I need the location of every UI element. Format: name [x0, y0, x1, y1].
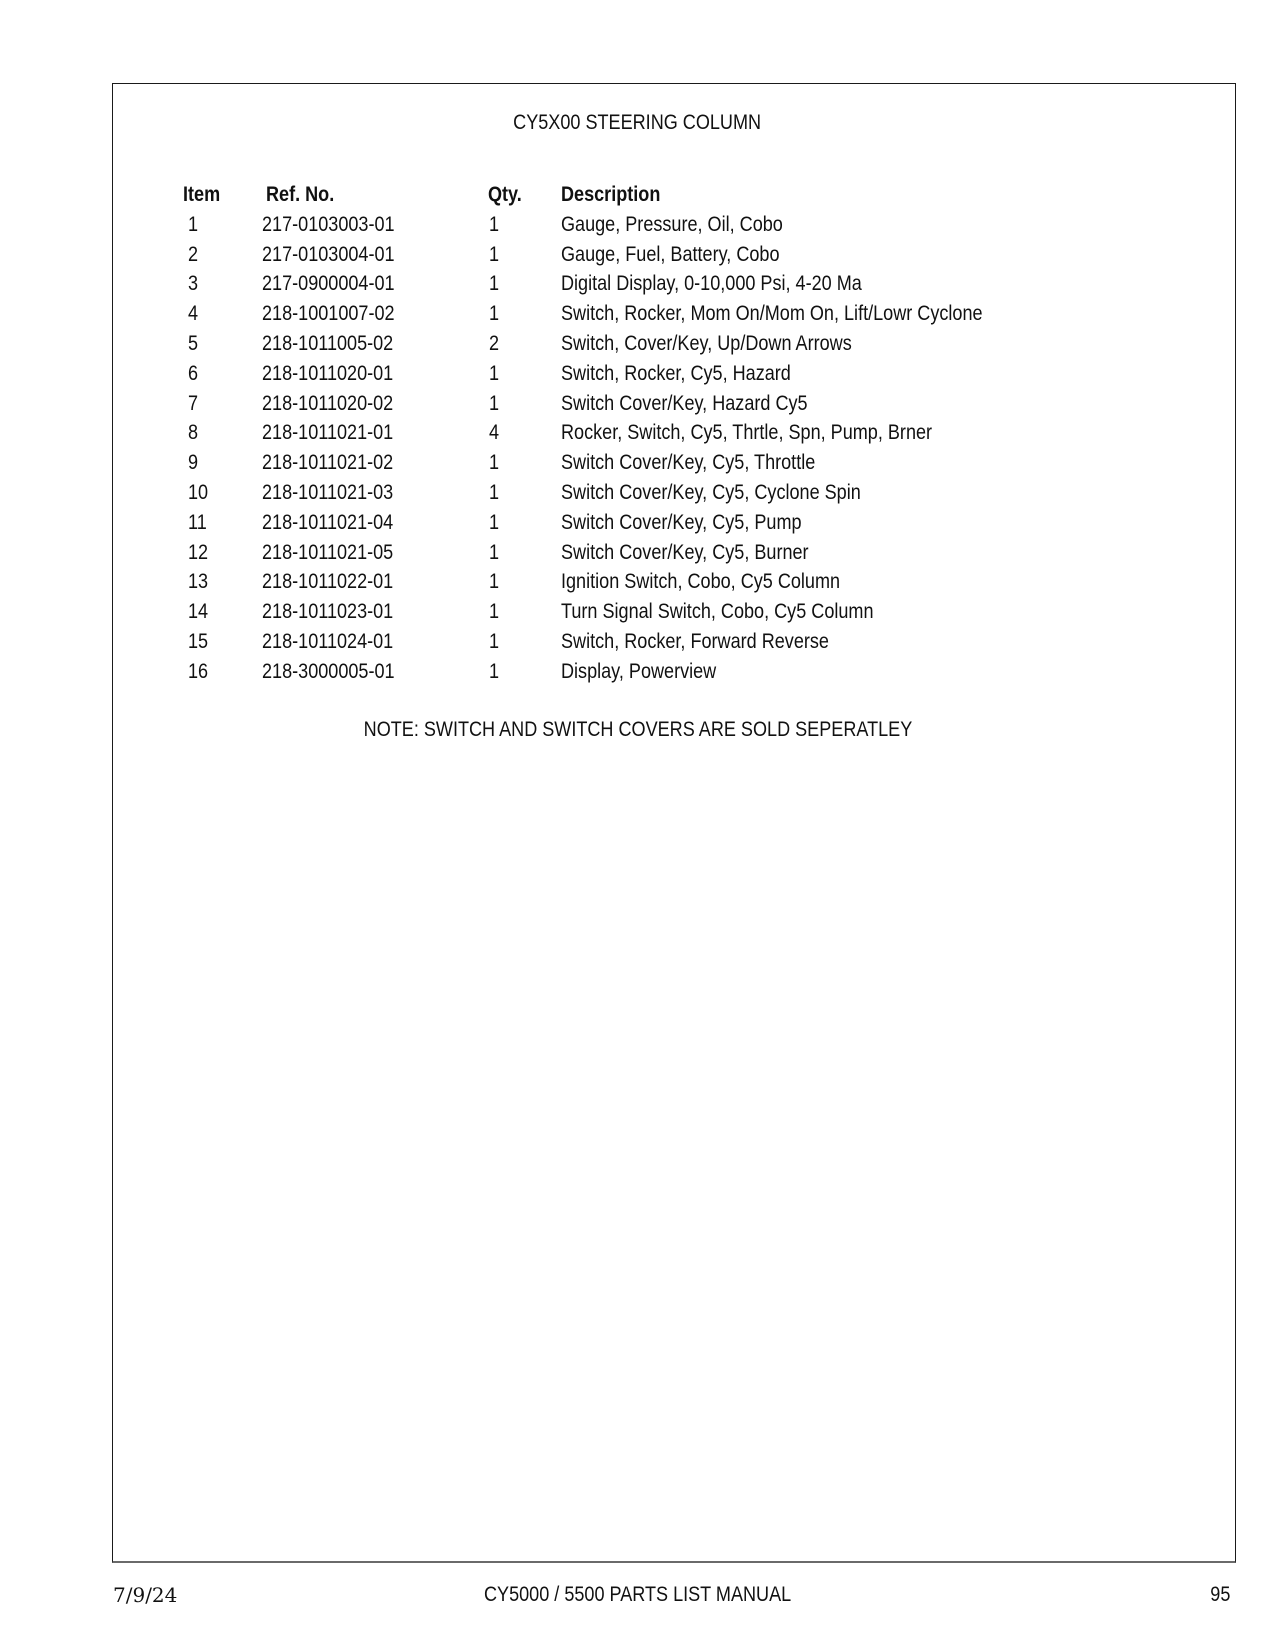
- quantity: 1: [489, 510, 500, 534]
- item-number: 8: [188, 421, 199, 445]
- table-header-row: [0, 180, 1275, 210]
- quantity: 1: [489, 391, 500, 415]
- item-number: 7: [188, 391, 199, 415]
- table-row: [0, 478, 1275, 508]
- table-row: [0, 597, 1275, 627]
- description: Switch Cover/Key, Cy5, Throttle: [561, 451, 816, 475]
- footer-manual-title: CY5000 / 5500 PARTS LIST MANUAL: [483, 1583, 792, 1606]
- description: Switch Cover/Key, Cy5, Burner: [561, 540, 809, 564]
- quantity: 1: [489, 600, 500, 624]
- table-row: [0, 240, 1275, 270]
- description: Rocker, Switch, Cy5, Thrtle, Spn, Pump, Brner: [561, 421, 933, 445]
- ref-number: 218-1011024-01: [262, 629, 394, 653]
- quantity: 1: [489, 540, 500, 564]
- description: Switch, Rocker, Mom On/Mom On, Lift/Lowr Cyclone: [561, 302, 983, 326]
- table-row: [0, 359, 1275, 389]
- ref-number: 217-0103003-01: [262, 212, 395, 236]
- parts-table: [0, 180, 1275, 687]
- item-number: 16: [188, 659, 209, 683]
- quantity: 1: [489, 570, 500, 594]
- footer-date: 7/9/24: [113, 1583, 178, 1607]
- description: Display, Powerview: [561, 659, 717, 683]
- ref-number: 218-1011021-05: [262, 540, 394, 564]
- item-number: 9: [188, 451, 199, 475]
- description: Switch Cover/Key, Hazard Cy5: [561, 391, 808, 415]
- quantity: 1: [489, 659, 500, 683]
- item-number: 13: [188, 570, 209, 594]
- item-number: 15: [188, 629, 209, 653]
- table-row: [0, 538, 1275, 568]
- item-number: 10: [188, 480, 209, 504]
- description: Turn Signal Switch, Cobo, Cy5 Column: [561, 600, 874, 624]
- description: Switch, Cover/Key, Up/Down Arrows: [561, 331, 852, 355]
- table-row: [0, 418, 1275, 448]
- description: Switch, Rocker, Cy5, Hazard: [561, 361, 791, 385]
- ref-number: 218-1011021-04: [262, 510, 394, 534]
- quantity: 1: [489, 629, 500, 653]
- quantity: 1: [489, 212, 500, 236]
- header-description: Description: [561, 183, 661, 206]
- table-row: [0, 269, 1275, 299]
- sales-note: [0, 715, 1275, 745]
- item-number: 12: [188, 540, 209, 564]
- header-ref-no: Ref. No.: [266, 183, 335, 206]
- description: Gauge, Fuel, Battery, Cobo: [561, 242, 780, 266]
- header-item: Item: [183, 183, 221, 206]
- page-footer: [0, 1580, 1275, 1610]
- ref-number: 218-1011021-01: [262, 421, 394, 445]
- item-number: 3: [188, 272, 199, 296]
- sales-note-text: NOTE: SWITCH AND SWITCH COVERS ARE SOLD SEPERATLEY: [363, 718, 912, 741]
- table-row: [0, 508, 1275, 538]
- ref-number: 218-3000005-01: [262, 659, 395, 683]
- quantity: 1: [489, 361, 500, 385]
- description: Switch, Rocker, Forward Reverse: [561, 629, 829, 653]
- table-row: [0, 329, 1275, 359]
- section-title-text: CY5X00 STEERING COLUMN: [513, 111, 762, 134]
- item-number: 11: [188, 510, 207, 534]
- ref-number: 218-1011022-01: [262, 570, 394, 594]
- table-row: [0, 657, 1275, 687]
- table-row: [0, 389, 1275, 419]
- header-qty: Qty.: [488, 183, 522, 206]
- section-title: [0, 108, 1275, 138]
- table-row: [0, 627, 1275, 657]
- ref-number: 218-1011020-01: [262, 361, 394, 385]
- description: Switch Cover/Key, Cy5, Cyclone Spin: [561, 480, 861, 504]
- ref-number: 217-0103004-01: [262, 242, 395, 266]
- ref-number: 218-1011021-02: [262, 451, 394, 475]
- ref-number: 218-1001007-02: [262, 302, 395, 326]
- description: Digital Display, 0-10,000 Psi, 4-20 Ma: [561, 272, 862, 296]
- item-number: 5: [188, 331, 199, 355]
- item-number: 4: [188, 302, 199, 326]
- description: Ignition Switch, Cobo, Cy5 Column: [561, 570, 841, 594]
- description: Gauge, Pressure, Oil, Cobo: [561, 212, 783, 236]
- table-row: [0, 567, 1275, 597]
- ref-number: 218-1011020-02: [262, 391, 394, 415]
- quantity: 1: [489, 480, 500, 504]
- item-number: 14: [188, 600, 209, 624]
- footer-page-number: 95: [1209, 1583, 1230, 1606]
- quantity: 1: [489, 242, 500, 266]
- item-number: 6: [188, 361, 199, 385]
- quantity: 1: [489, 302, 500, 326]
- quantity: 1: [489, 272, 500, 296]
- ref-number: 218-1011023-01: [262, 600, 394, 624]
- table-row: [0, 299, 1275, 329]
- item-number: 2: [188, 242, 199, 266]
- ref-number: 217-0900004-01: [262, 272, 395, 296]
- table-row: [0, 448, 1275, 478]
- ref-number: 218-1011005-02: [262, 331, 394, 355]
- quantity: 4: [489, 421, 500, 445]
- item-number: 1: [188, 212, 199, 236]
- description: Switch Cover/Key, Cy5, Pump: [561, 510, 802, 534]
- table-row: [0, 210, 1275, 240]
- quantity: 1: [489, 451, 500, 475]
- ref-number: 218-1011021-03: [262, 480, 394, 504]
- quantity: 2: [489, 331, 500, 355]
